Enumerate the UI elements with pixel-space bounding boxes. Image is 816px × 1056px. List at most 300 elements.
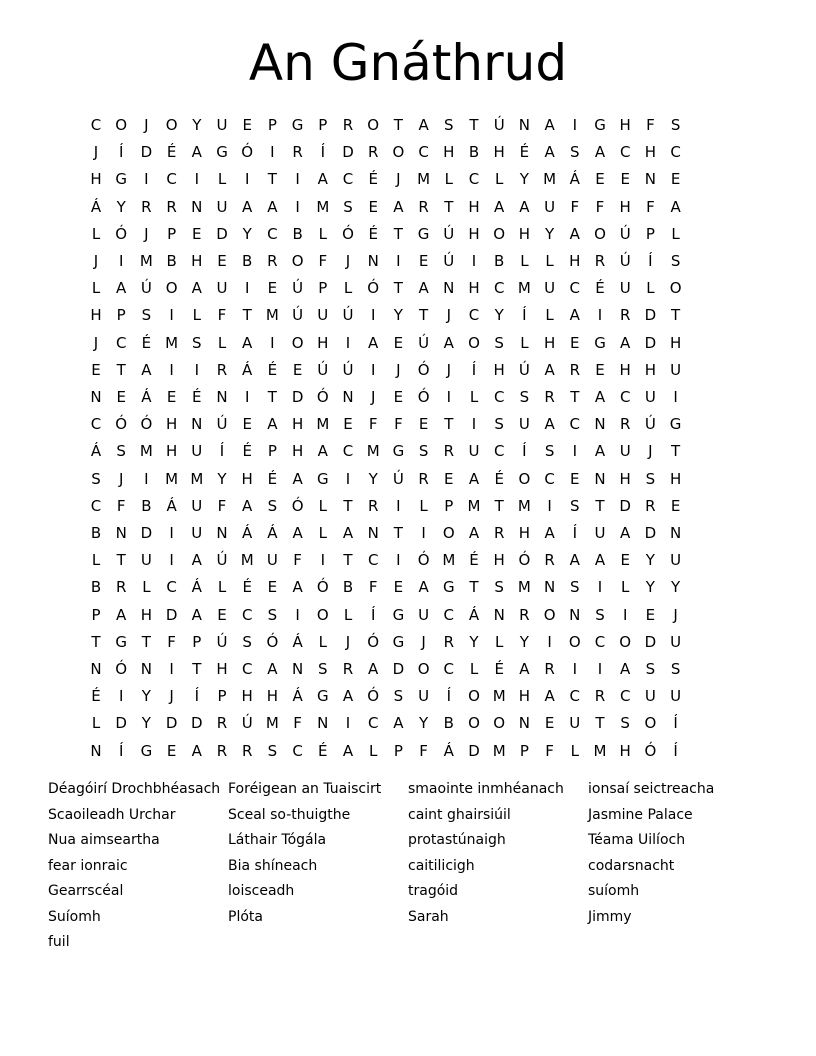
grid-letter: L	[545, 252, 554, 270]
grid-letter: S	[670, 660, 681, 678]
grid-letter: Í	[118, 741, 124, 760]
word-list-item: Nua aimseartha	[48, 832, 160, 848]
grid-letter: I	[295, 197, 300, 216]
grid-letter: D	[165, 714, 178, 733]
grid-letter: H	[493, 360, 505, 379]
grid-letter: S	[570, 143, 580, 162]
grid-letter: Y	[519, 632, 529, 651]
grid-letter: S	[670, 252, 681, 270]
grid-letter: U	[619, 279, 631, 298]
grid-letter: C	[468, 170, 480, 189]
grid-letter: C	[493, 442, 505, 461]
grid-letter: R	[141, 197, 152, 216]
grid-letter: C	[342, 170, 354, 189]
grid-letter: C	[90, 116, 102, 134]
grid-letter: O	[291, 252, 304, 270]
grid-letter: Ú	[619, 252, 631, 270]
grid-letter: I	[169, 306, 174, 325]
grid-letter: E	[166, 388, 177, 406]
grid-letter: A	[620, 524, 631, 542]
grid-letter: I	[194, 170, 200, 189]
grid-letter: A	[191, 741, 202, 760]
grid-letter: T	[570, 388, 580, 406]
grid-letter: L	[343, 605, 353, 624]
word-list-item: caint ghairsiúil	[408, 806, 511, 823]
grid-letter: É	[242, 578, 252, 597]
grid-letter: A	[292, 524, 303, 542]
grid-letter: O	[493, 224, 506, 243]
grid-letter: M	[139, 252, 153, 270]
grid-letter: R	[418, 469, 429, 488]
grid-letter: F	[167, 632, 176, 651]
grid-letter: R	[544, 660, 555, 678]
grid-letter: U	[594, 524, 606, 542]
grid-letter: E	[116, 388, 126, 406]
grid-letter: U	[216, 197, 228, 216]
grid-letter: R	[645, 496, 656, 515]
grid-letter: A	[418, 279, 429, 298]
grid-letter: H	[518, 687, 531, 706]
grid-letter: M	[165, 469, 179, 488]
grid-letter: C	[241, 660, 253, 678]
grid-letter: Ó	[266, 632, 279, 651]
grid-letter: E	[670, 170, 681, 189]
grid-letter: T	[469, 578, 479, 597]
grid-letter: M	[265, 306, 279, 325]
grid-letter: J	[93, 333, 99, 352]
grid-letter: A	[191, 279, 202, 298]
grid-letter: R	[619, 415, 631, 434]
grid-letter: H	[165, 415, 178, 434]
grid-letter: L	[671, 224, 680, 243]
grid-letter: I	[421, 524, 426, 542]
grid-letter: G	[442, 578, 455, 597]
grid-letter: T	[444, 197, 454, 216]
grid-letter: Ú	[644, 415, 656, 434]
grid-letter: Y	[419, 714, 429, 733]
grid-letter: I	[396, 551, 401, 570]
grid-letter: C	[90, 496, 102, 515]
grid-letter: A	[368, 333, 379, 352]
grid-letter: J	[370, 388, 376, 406]
grid-letter: R	[594, 252, 606, 270]
grid-letter: O	[316, 605, 329, 624]
grid-letter: S	[267, 496, 278, 515]
grid-letter: U	[670, 360, 682, 379]
grid-letter: Á	[267, 524, 278, 542]
grid-letter: L	[91, 224, 101, 243]
grid-letter: J	[421, 632, 426, 651]
grid-letter: S	[116, 442, 126, 461]
grid-letter: B	[342, 578, 354, 597]
grid-letter: Y	[368, 469, 378, 488]
grid-letter: I	[169, 524, 174, 542]
grid-letter: O	[442, 524, 455, 542]
grid-letter: P	[645, 224, 655, 243]
grid-letter: D	[165, 605, 178, 624]
grid-letter: G	[594, 333, 606, 352]
grid-letter: H	[569, 252, 581, 270]
grid-letter: U	[670, 551, 682, 570]
grid-letter: M	[190, 469, 204, 488]
grid-letter: H	[619, 469, 631, 488]
grid-letter: I	[622, 605, 628, 624]
grid-letter: S	[192, 333, 202, 352]
grid-letter: E	[368, 197, 378, 216]
grid-letter: R	[544, 551, 555, 570]
grid-letter: M	[316, 415, 330, 434]
grid-letter: L	[621, 578, 630, 597]
grid-letter: M	[543, 170, 557, 189]
grid-letter: H	[644, 360, 657, 379]
grid-letter: E	[217, 605, 227, 624]
grid-letter: O	[468, 687, 480, 706]
grid-letter: H	[493, 143, 505, 162]
grid-letter: U	[191, 524, 203, 542]
grid-letter: L	[343, 279, 353, 298]
grid-letter: Ú	[518, 360, 530, 379]
grid-letter: Á	[90, 197, 102, 216]
grid-letter: B	[166, 252, 177, 270]
grid-letter: N	[367, 252, 379, 270]
grid-letter: R	[367, 496, 379, 515]
grid-letter: G	[594, 116, 606, 134]
grid-letter: E	[192, 224, 202, 243]
grid-letter: E	[570, 469, 580, 488]
grid-letter: U	[266, 551, 278, 570]
grid-letter: Ú	[292, 279, 304, 298]
grid-letter: N	[443, 279, 455, 298]
grid-letter: C	[670, 143, 681, 162]
grid-letter: O	[468, 333, 480, 352]
grid-letter: Ó	[115, 660, 128, 678]
grid-letter: U	[544, 279, 556, 298]
grid-letter: A	[594, 143, 606, 162]
grid-letter: P	[444, 496, 454, 515]
grid-letter: T	[419, 306, 429, 325]
grid-letter: J	[446, 306, 452, 325]
grid-letter: C	[569, 279, 581, 298]
grid-letter: S	[444, 116, 454, 134]
grid-letter: N	[291, 660, 304, 678]
grid-letter: Y	[645, 551, 655, 570]
grid-letter: A	[544, 524, 555, 542]
grid-letter: A	[393, 197, 404, 216]
grid-letter: É	[368, 170, 378, 189]
grid-letter: Í	[320, 143, 326, 162]
grid-letter: E	[343, 415, 353, 434]
grid-letter: Ú	[392, 469, 404, 488]
word-list-item: Jasmine Palace	[588, 806, 693, 823]
grid-letter: B	[443, 714, 454, 733]
grid-letter: Ú	[140, 279, 152, 298]
grid-letter: L	[469, 660, 479, 678]
grid-letter: A	[494, 197, 505, 216]
grid-letter: B	[292, 224, 303, 243]
word-list-item: loisceadh	[228, 883, 295, 899]
grid-letter: N	[518, 714, 530, 733]
grid-letter: P	[318, 279, 328, 298]
grid-letter: C	[544, 469, 555, 488]
grid-letter: Y	[645, 578, 655, 597]
word-list-item: Sceal so-thuigthe	[228, 806, 351, 823]
grid-letter: T	[116, 551, 126, 570]
word-list-item: Bia shíneach	[228, 857, 318, 874]
grid-letter: R	[292, 143, 303, 162]
grid-letter: A	[544, 143, 555, 162]
grid-letter: P	[267, 116, 277, 134]
grid-letter: O	[392, 143, 405, 162]
grid-letter: I	[396, 252, 401, 270]
word-list-item: ionsaí seictreacha	[588, 781, 715, 797]
grid-letter: A	[242, 333, 253, 352]
grid-letter: M	[492, 687, 506, 706]
grid-letter: B	[90, 578, 102, 597]
grid-letter: U	[140, 551, 152, 570]
grid-letter: I	[597, 306, 603, 325]
grid-letter: F	[394, 415, 403, 434]
grid-letter: M	[139, 442, 153, 461]
grid-letter: L	[318, 224, 327, 243]
grid-letter: H	[90, 306, 102, 325]
grid-letter: E	[393, 578, 404, 597]
grid-letter: É	[519, 143, 530, 162]
grid-letter: C	[493, 388, 505, 406]
grid-letter: Ú	[342, 306, 354, 325]
grid-letter: A	[594, 551, 606, 570]
grid-letter: J	[345, 252, 351, 270]
grid-letter: M	[492, 741, 506, 760]
word-list-item: Láthair Tógála	[228, 832, 327, 848]
grid-letter: B	[90, 524, 102, 542]
grid-letter: G	[115, 170, 127, 189]
grid-letter: U	[468, 442, 480, 461]
grid-letter: J	[396, 170, 401, 189]
grid-letter: D	[644, 632, 657, 651]
grid-letter: Á	[166, 496, 177, 515]
grid-letter: I	[547, 632, 552, 651]
grid-letter: J	[446, 360, 452, 379]
grid-letter: Á	[292, 687, 303, 706]
grid-letter: I	[295, 170, 300, 189]
grid-letter: P	[217, 687, 227, 706]
grid-letter: Á	[191, 578, 202, 597]
grid-letter: L	[318, 524, 327, 542]
grid-letter: I	[471, 415, 477, 434]
grid-letter: A	[620, 333, 631, 352]
grid-letter: H	[291, 442, 304, 461]
grid-letter: C	[418, 143, 429, 162]
grid-letter: I	[572, 116, 578, 134]
grid-letter: R	[443, 632, 455, 651]
grid-letter: A	[191, 551, 202, 570]
grid-letter: Ú	[619, 224, 631, 243]
grid-letter: M	[316, 197, 330, 216]
grid-letter: C	[342, 442, 354, 461]
grid-letter: É	[242, 442, 252, 461]
grid-letter: I	[572, 442, 578, 461]
grid-letter: L	[217, 170, 227, 189]
grid-letter: S	[519, 388, 530, 406]
grid-letter: M	[366, 442, 380, 461]
grid-letter: Í	[673, 714, 678, 733]
grid-letter: L	[570, 741, 579, 760]
grid-letter: S	[645, 660, 656, 678]
page-title: An Gnáthrud	[248, 34, 568, 92]
grid-letter: S	[620, 714, 630, 733]
grid-letter: L	[318, 496, 327, 515]
grid-letter: D	[216, 224, 228, 243]
grid-letter: F	[217, 496, 227, 515]
grid-letter: A	[443, 333, 454, 352]
grid-letter: A	[544, 116, 555, 134]
grid-letter: A	[519, 197, 530, 216]
grid-letter: H	[468, 224, 480, 243]
grid-letter: E	[570, 333, 580, 352]
grid-letter: Ó	[316, 388, 329, 406]
grid-letter: E	[393, 333, 404, 352]
grid-letter: I	[270, 333, 275, 352]
word-list-item: fear ionraic	[48, 857, 128, 874]
grid-letter: Í	[219, 442, 225, 461]
grid-letter: U	[569, 714, 581, 733]
grid-letter: L	[444, 170, 453, 189]
word-list-item: Téama Uilíoch	[588, 832, 686, 848]
grid-letter: U	[191, 496, 203, 515]
grid-letter: Y	[469, 632, 479, 651]
grid-letter: U	[619, 442, 631, 461]
grid-letter: C	[619, 388, 631, 406]
grid-letter: P	[318, 116, 328, 134]
grid-letter: D	[191, 714, 203, 733]
grid-letter: F	[116, 496, 126, 515]
grid-letter: Ú	[216, 632, 228, 651]
grid-letter: I	[547, 496, 552, 515]
grid-letter: L	[646, 279, 655, 298]
grid-letter: Ú	[443, 224, 455, 243]
grid-letter: H	[543, 333, 556, 352]
grid-letter: M	[467, 496, 481, 515]
word-list-item: fuil	[48, 934, 70, 950]
grid-letter: D	[644, 306, 657, 325]
grid-letter: L	[217, 333, 227, 352]
grid-letter: Ó	[644, 741, 657, 760]
grid-letter: G	[115, 632, 127, 651]
grid-letter: N	[191, 415, 203, 434]
grid-letter: T	[116, 360, 126, 379]
grid-letter: F	[368, 578, 378, 597]
grid-letter: A	[342, 741, 354, 760]
grid-letter: N	[543, 578, 556, 597]
grid-letter: S	[544, 442, 555, 461]
grid-letter: F	[646, 197, 655, 216]
grid-letter: A	[292, 469, 303, 488]
grid-letter: S	[494, 415, 504, 434]
grid-letter: C	[166, 170, 177, 189]
grid-letter: Í	[522, 306, 527, 325]
grid-letter: C	[166, 578, 177, 597]
grid-letter: É	[595, 279, 605, 298]
grid-letter: A	[141, 360, 152, 379]
grid-letter: P	[267, 442, 277, 461]
grid-letter: Y	[141, 714, 151, 733]
grid-letter: E	[267, 578, 278, 597]
grid-letter: I	[244, 279, 250, 298]
grid-letter: R	[619, 306, 631, 325]
grid-letter: D	[291, 388, 304, 406]
grid-letter: S	[570, 578, 580, 597]
grid-letter: R	[216, 714, 228, 733]
grid-letter: A	[191, 605, 202, 624]
grid-letter: Ú	[292, 306, 304, 325]
grid-letter: I	[446, 388, 452, 406]
grid-letter: U	[670, 687, 682, 706]
grid-letter: M	[265, 714, 279, 733]
grid-letter: I	[244, 388, 250, 406]
grid-letter: I	[370, 306, 376, 325]
grid-letter: E	[217, 252, 227, 270]
grid-letter: T	[393, 524, 403, 542]
grid-letter: P	[91, 605, 101, 624]
grid-letter: A	[569, 306, 580, 325]
grid-letter: É	[141, 333, 152, 352]
grid-letter: Ú	[317, 360, 329, 379]
word-list-item: Déagóirí Drochbhéasach	[48, 781, 221, 797]
grid-letter: F	[595, 197, 605, 216]
grid-letter: C	[569, 415, 581, 434]
grid-letter: R	[216, 741, 228, 760]
grid-letter: L	[469, 388, 479, 406]
grid-letter: A	[242, 496, 253, 515]
grid-letter: M	[517, 578, 531, 597]
grid-letter: H	[317, 333, 329, 352]
grid-letter: I	[345, 714, 351, 733]
grid-letter: N	[569, 605, 581, 624]
grid-letter: I	[169, 360, 174, 379]
grid-letter: A	[292, 578, 303, 597]
grid-letter: I	[370, 360, 376, 379]
grid-letter: H	[443, 143, 455, 162]
grid-letter: R	[544, 388, 555, 406]
grid-letter: T	[192, 660, 202, 678]
grid-letter: Í	[572, 524, 578, 542]
grid-letter: É	[91, 687, 101, 706]
grid-letter: M	[240, 551, 254, 570]
grid-letter: H	[241, 687, 253, 706]
grid-letter: É	[267, 360, 278, 379]
grid-letter: E	[620, 170, 630, 189]
grid-letter: A	[544, 415, 555, 434]
grid-letter: N	[367, 524, 379, 542]
grid-letter: C	[569, 687, 581, 706]
grid-letter: O	[543, 605, 556, 624]
grid-letter: A	[544, 687, 555, 706]
grid-letter: E	[620, 551, 630, 570]
grid-letter: H	[619, 741, 631, 760]
grid-letter: S	[645, 469, 656, 488]
grid-letter: D	[644, 333, 657, 352]
grid-letter: Ó	[115, 415, 128, 434]
grid-letter: É	[368, 224, 378, 243]
grid-letter: T	[469, 116, 479, 134]
grid-letter: A	[342, 687, 354, 706]
grid-letter: G	[417, 224, 430, 243]
grid-letter: Ó	[417, 360, 430, 379]
grid-letter: C	[619, 143, 631, 162]
grid-letter: N	[216, 388, 228, 406]
grid-letter: I	[572, 660, 578, 678]
grid-letter: N	[140, 660, 152, 678]
